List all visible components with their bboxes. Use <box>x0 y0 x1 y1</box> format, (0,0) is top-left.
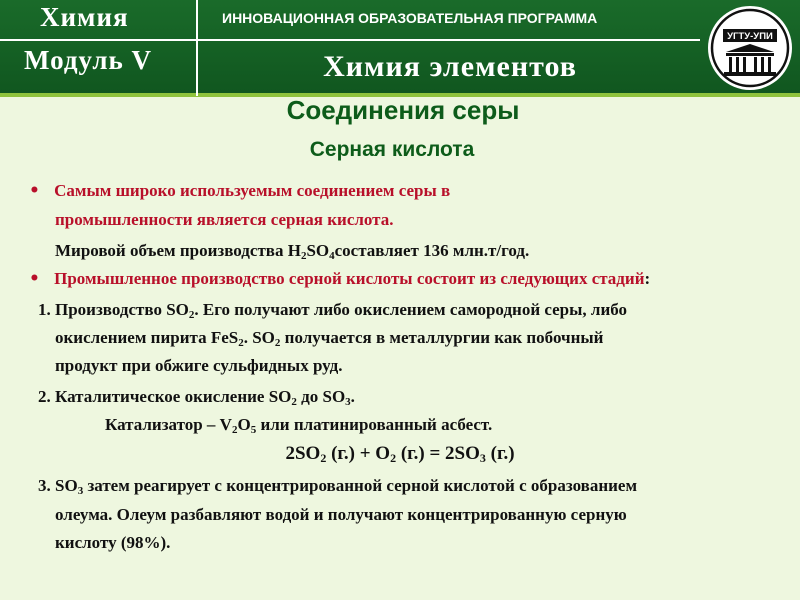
stage-3-line-2: олеума. Олеум разбавляют водой и получают концентрированную серную <box>55 505 627 524</box>
slide-subtitle: Серная кислота <box>309 138 475 161</box>
reaction-equation: $2SO_2$ $(г.) + O_2$ $(г.) = 2SO_3$ (г.) <box>285 443 515 465</box>
logo-text: УГТУ-УПИ <box>727 31 773 42</box>
stage-1-line-3: продукт при обжиге сульфидных руд. <box>55 356 343 375</box>
subject-label: Химия <box>40 2 129 32</box>
header-divider-vertical <box>196 0 198 96</box>
bullet-2: • Промышленное производство серной кислоты состоит из следующих стадий: <box>29 269 651 289</box>
course-title: Химия элементов <box>323 50 577 83</box>
stage-1-line-2: окислением пирита FeS$_2$. $SO_2$ получается в металлургии как побочный <box>55 328 604 349</box>
stage-3-line-1: 3. $SO_3$ затем реагирует с концентрированной серной кислотой с образованием <box>38 476 638 497</box>
header-divider-horizontal <box>0 39 700 41</box>
stage-3-line-3: кислоту (98%). <box>55 533 171 552</box>
catalyst-line: Катализатор – $V_2O_5$ или платинированный асбест. <box>105 415 493 436</box>
bullet-1-line-2: промышленности является серная кислота. <box>55 210 394 229</box>
slide-title: Соединения серы <box>286 95 520 125</box>
module-label: Модуль V <box>24 45 153 75</box>
program-label: ИННОВАЦИОННАЯ ОБРАЗОВАТЕЛЬНАЯ ПРОГРАММА <box>222 10 598 26</box>
bullet-icon: • <box>29 181 40 201</box>
university-logo <box>706 4 794 92</box>
stage-2: 2. Каталитическое окисление $SO_2$ до $SO_3$. <box>38 387 355 408</box>
bullet-icon: • <box>29 269 40 289</box>
production-volume: Мировой объем производства $H_2SO_4составляет$ 136 млн.т/год. <box>55 241 530 262</box>
bullet-1-line-1: • Самым широко используемым соединением серы в <box>29 181 451 201</box>
stage-1-line-1: 1. Производство $SO_2$. Его получают либо окислением самородной серы, либо <box>38 300 628 321</box>
